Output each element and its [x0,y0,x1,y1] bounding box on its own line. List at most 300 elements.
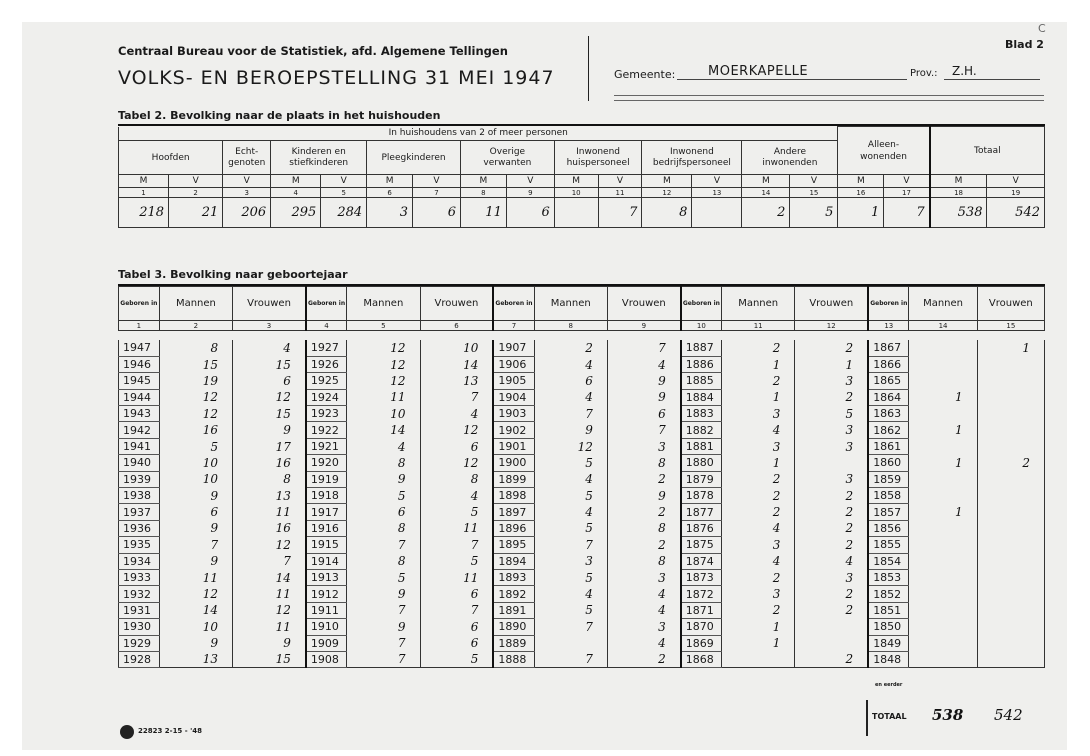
vrouwen-cell: 9 [233,635,306,651]
sex-label: M [554,175,598,188]
sex-label: V [790,175,838,188]
mannen-cell: 5 [534,602,607,618]
year-cell: 1855 [868,537,909,553]
vrouwen-cell: 1 [977,340,1044,356]
vrouwen-cell: 3 [795,471,868,487]
year-cell: 1896 [493,520,534,536]
geboren-header: Geboren in [868,287,909,321]
year-cell: 1883 [681,406,722,422]
vrouwen-cell: 2 [977,455,1044,471]
vrouwen-cell: 3 [607,438,680,454]
value-cell: 7 [598,198,642,228]
mannen-cell: 5 [347,569,420,585]
header-rule-1 [614,95,1044,96]
col-number: 4 [306,321,347,331]
year-cell: 1886 [681,356,722,372]
census-form-sheet [22,22,1067,750]
mannen-cell: 3 [722,438,795,454]
mannen-cell: 6 [159,504,232,520]
year-cell: 1860 [868,455,909,471]
mannen-cell: 9 [347,471,420,487]
vrouwen-cell: 14 [420,356,493,372]
vrouwen-cell: 3 [607,569,680,585]
vrouwen-cell: 4 [607,602,680,618]
col-number: 14 [909,321,977,331]
year-cell: 1942 [119,422,160,438]
mannen-cell [909,340,977,356]
year-cell: 1877 [681,504,722,520]
sex-label: V [884,175,930,188]
vrouwen-cell: 5 [795,406,868,422]
mannen-cell: 7 [347,635,420,651]
year-cell: 1867 [868,340,909,356]
col-number: 6 [420,321,493,331]
gemeente-label: Gemeente: [614,68,676,81]
mannen-cell [909,488,977,504]
year-cell: 1872 [681,586,722,602]
mannen-cell: 7 [347,602,420,618]
sex-label: M [460,175,506,188]
vrouwen-cell [977,389,1044,405]
geboren-header: Geboren in [493,287,534,321]
year-cell: 1880 [681,455,722,471]
vrouwen-cell: 11 [420,569,493,585]
sex-label: V [223,175,271,188]
mannen-cell: 9 [347,586,420,602]
col-number: 1 [119,188,169,198]
vrouwen-cell: 12 [420,422,493,438]
mannen-cell: 5 [534,488,607,504]
year-row [119,569,1045,585]
vrouwen-cell [977,537,1044,553]
mannen-header: Mannen [347,287,420,321]
mannen-cell [909,471,977,487]
col-bedrijfspersoneel: Inwonend bedrijfspersoneel [642,141,742,175]
vrouwen-cell: 3 [795,373,868,389]
vrouwen-cell: 4 [233,340,306,356]
vrouwen-cell: 15 [233,406,306,422]
mannen-cell: 2 [534,340,607,356]
vrouwen-cell [977,619,1044,635]
col-number: 14 [742,188,790,198]
mannen-cell: 8 [347,520,420,536]
year-cell: 1899 [493,471,534,487]
tabel3-body [118,340,1045,668]
year-row [119,651,1045,667]
year-cell: 1900 [493,455,534,471]
year-cell: 1850 [868,619,909,635]
mannen-cell: 7 [159,537,232,553]
year-cell: 1931 [119,602,160,618]
en-eerder-note: en eerder [875,682,903,688]
year-cell: 1887 [681,340,722,356]
col-overige-verwanten: Overige verwanten [460,141,554,175]
totaal-mannen: 538 [932,706,964,724]
year-row [119,602,1045,618]
year-cell: 1910 [306,619,347,635]
year-cell: 1884 [681,389,722,405]
mannen-cell [909,537,977,553]
tabel2-table [118,126,1045,228]
mannen-cell: 12 [534,438,607,454]
year-cell: 1865 [868,373,909,389]
col-number: 11 [598,188,642,198]
col-number: 8 [460,188,506,198]
year-cell: 1930 [119,619,160,635]
vrouwen-cell: 5 [420,651,493,667]
year-row [119,356,1045,372]
col-kinderen: Kinderen en stiefkinderen [271,141,367,175]
mannen-cell [909,569,977,585]
mannen-cell [909,406,977,422]
col-number: 11 [722,321,795,331]
year-row [119,455,1045,471]
year-cell: 1916 [306,520,347,536]
vrouwen-cell: 6 [420,586,493,602]
sex-label: M [838,175,884,188]
vrouwen-cell: 16 [233,520,306,536]
value-cell: 542 [987,198,1045,228]
vrouwen-cell [977,406,1044,422]
mannen-cell: 9 [534,422,607,438]
year-cell: 1917 [306,504,347,520]
mannen-cell: 4 [722,520,795,536]
mannen-cell: 6 [534,373,607,389]
mannen-cell: 2 [722,602,795,618]
mannen-cell [909,520,977,536]
year-cell: 1905 [493,373,534,389]
year-row [119,373,1045,389]
year-cell: 1868 [681,651,722,667]
sex-label: M [367,175,413,188]
year-row [119,438,1045,454]
year-cell: 1901 [493,438,534,454]
vrouwen-cell: 2 [607,471,680,487]
year-cell: 1873 [681,569,722,585]
mannen-cell: 3 [722,586,795,602]
mannen-cell: 9 [159,520,232,536]
gemeente-value: MOERKAPELLE [708,64,809,79]
year-cell: 1945 [119,373,160,389]
vrouwen-header: Vrouwen [795,287,868,321]
sex-label: V [692,175,742,188]
col-number: 8 [534,321,607,331]
year-cell: 1869 [681,635,722,651]
value-cell: 5 [790,198,838,228]
mannen-cell: 1 [722,635,795,651]
vrouwen-cell: 3 [795,438,868,454]
vrouwen-cell: 7 [420,602,493,618]
vrouwen-cell: 11 [233,619,306,635]
form-title: VOLKS- EN BEROEPSTELLING 31 MEI 1947 [118,67,555,89]
vrouwen-cell: 7 [420,537,493,553]
vrouwen-cell: 7 [420,389,493,405]
mannen-cell: 12 [347,356,420,372]
vrouwen-cell: 9 [607,389,680,405]
mannen-cell: 12 [159,406,232,422]
vrouwen-cell: 6 [233,373,306,389]
year-cell: 1921 [306,438,347,454]
col-pleegkinderen: Pleegkinderen [367,141,461,175]
year-row [119,422,1045,438]
mannen-cell [909,635,977,651]
mannen-header: Mannen [722,287,795,321]
prov-underline [944,79,1040,80]
mannen-cell: 19 [159,373,232,389]
col-number: 12 [795,321,868,331]
col-number: 17 [884,188,930,198]
mannen-cell: 9 [159,553,232,569]
col-number: 18 [930,188,987,198]
vrouwen-cell: 15 [233,651,306,667]
vrouwen-cell: 9 [607,373,680,389]
mannen-cell: 1 [722,389,795,405]
year-cell: 1904 [493,389,534,405]
value-cell: 218 [119,198,169,228]
col-number: 1 [119,321,160,331]
year-cell: 1876 [681,520,722,536]
org-name: Centraal Bureau voor de Statistiek, afd. Algemene Tellingen [118,44,508,58]
year-cell: 1912 [306,586,347,602]
year-row [119,553,1045,569]
sex-label: V [169,175,223,188]
vrouwen-cell: 2 [607,504,680,520]
vrouwen-cell [977,504,1044,520]
year-row [119,635,1045,651]
mannen-cell: 4 [347,438,420,454]
vrouwen-cell: 12 [233,537,306,553]
vrouwen-cell: 4 [607,635,680,651]
year-cell: 1854 [868,553,909,569]
print-code: 22823 2-15 - '48 [138,727,202,735]
vrouwen-cell: 15 [233,356,306,372]
mannen-cell: 7 [347,537,420,553]
mannen-cell: 1 [909,389,977,405]
year-row [119,406,1045,422]
year-cell: 1856 [868,520,909,536]
totaal-divider [866,700,868,736]
year-cell: 1853 [868,569,909,585]
vrouwen-cell: 10 [420,340,493,356]
vrouwen-cell: 2 [607,651,680,667]
vrouwen-cell: 4 [607,356,680,372]
header-rule-2 [614,100,1044,101]
col-number: 5 [321,188,367,198]
col-number: 13 [692,188,742,198]
tabel2-title: Tabel 2. Bevolking naar de plaats in het huishouden [118,109,441,122]
vrouwen-cell: 11 [420,520,493,536]
year-cell: 1890 [493,619,534,635]
col-number: 9 [607,321,680,331]
year-cell: 1943 [119,406,160,422]
mannen-cell: 3 [722,406,795,422]
totaal-vrouwen: 542 [994,706,1023,724]
vrouwen-cell: 7 [233,553,306,569]
value-cell: 11 [460,198,506,228]
col-number: 7 [413,188,461,198]
sex-label: M [271,175,321,188]
vrouwen-cell [977,651,1044,667]
sex-label: V [413,175,461,188]
year-cell: 1934 [119,553,160,569]
vrouwen-cell: 2 [795,340,868,356]
year-cell: 1888 [493,651,534,667]
sex-label: V [506,175,554,188]
blad-number: Blad 2 [1005,38,1044,51]
year-cell: 1871 [681,602,722,618]
col-number: 16 [838,188,884,198]
mannen-cell: 11 [159,569,232,585]
year-cell: 1864 [868,389,909,405]
value-cell: 2 [742,198,790,228]
col-number: 10 [681,321,722,331]
year-cell: 1939 [119,471,160,487]
col-number: 3 [223,188,271,198]
mannen-cell: 5 [534,569,607,585]
gemeente-underline [677,79,907,80]
vrouwen-cell: 6 [607,406,680,422]
year-cell: 1913 [306,569,347,585]
mannen-cell: 8 [347,455,420,471]
vrouwen-header: Vrouwen [977,287,1044,321]
mannen-cell: 5 [534,520,607,536]
mannen-cell: 4 [722,553,795,569]
sex-label: M [642,175,692,188]
col-number: 19 [987,188,1045,198]
value-cell: 8 [642,198,692,228]
year-cell: 1938 [119,488,160,504]
vrouwen-cell: 7 [607,422,680,438]
year-cell: 1928 [119,651,160,667]
vrouwen-cell [977,553,1044,569]
mannen-header: Mannen [909,287,977,321]
year-cell: 1857 [868,504,909,520]
year-cell: 1907 [493,340,534,356]
mannen-cell: 12 [159,586,232,602]
colnum-row [119,188,1045,198]
vrouwen-cell: 2 [795,651,868,667]
mannen-cell: 2 [722,504,795,520]
mannen-cell: 15 [159,356,232,372]
mannen-cell: 9 [159,635,232,651]
year-cell: 1929 [119,635,160,651]
mannen-cell: 12 [347,373,420,389]
col-number: 4 [271,188,321,198]
year-cell: 1875 [681,537,722,553]
vrouwen-cell: 17 [233,438,306,454]
vrouwen-cell: 2 [795,488,868,504]
year-cell: 1947 [119,340,160,356]
sex-label: V [598,175,642,188]
vrouwen-cell: 16 [233,455,306,471]
mannen-cell [909,553,977,569]
col-huispersoneel: Inwonend huispersoneel [554,141,642,175]
mannen-cell: 4 [534,504,607,520]
col-number: 2 [169,188,223,198]
mannen-cell [909,586,977,602]
value-cell: 6 [413,198,461,228]
year-cell: 1882 [681,422,722,438]
vrouwen-cell [977,488,1044,504]
vrouwen-cell: 11 [233,504,306,520]
mannen-cell [909,373,977,389]
year-row [119,537,1045,553]
year-cell: 1863 [868,406,909,422]
year-cell: 1870 [681,619,722,635]
prov-value: Z.H. [952,64,977,78]
mannen-cell: 10 [159,619,232,635]
value-cell: 284 [321,198,367,228]
vrouwen-cell [795,635,868,651]
vrouwen-cell: 14 [233,569,306,585]
mannen-cell: 1 [722,455,795,471]
mannen-cell: 5 [159,438,232,454]
vrouwen-cell: 11 [233,586,306,602]
vrouwen-cell: 1 [795,356,868,372]
vrouwen-cell: 4 [607,586,680,602]
mannen-cell: 2 [722,373,795,389]
year-cell: 1914 [306,553,347,569]
year-cell: 1859 [868,471,909,487]
year-cell: 1941 [119,438,160,454]
value-cell [692,198,742,228]
sex-label: V [321,175,367,188]
year-cell: 1848 [868,651,909,667]
mannen-cell: 7 [534,651,607,667]
vrouwen-cell: 8 [420,471,493,487]
mannen-cell: 9 [347,619,420,635]
value-cell: 3 [367,198,413,228]
year-cell: 1889 [493,635,534,651]
vrouwen-cell [977,471,1044,487]
mannen-cell: 1 [909,422,977,438]
vrouwen-cell: 8 [607,553,680,569]
col-hoofden: Hoofden [119,141,223,175]
vrouwen-cell: 5 [420,504,493,520]
year-cell: 1923 [306,406,347,422]
year-cell: 1885 [681,373,722,389]
value-cell: 6 [506,198,554,228]
mannen-cell [909,438,977,454]
mannen-cell: 1 [722,619,795,635]
col-number: 13 [868,321,909,331]
year-cell: 1937 [119,504,160,520]
year-cell: 1849 [868,635,909,651]
vrouwen-cell: 2 [795,389,868,405]
year-cell: 1897 [493,504,534,520]
mannen-header: Mannen [159,287,232,321]
values-row [119,198,1045,228]
mannen-cell: 9 [159,488,232,504]
mannen-cell: 1 [909,455,977,471]
year-cell: 1935 [119,537,160,553]
mannen-cell: 14 [347,422,420,438]
year-cell: 1894 [493,553,534,569]
year-cell: 1895 [493,537,534,553]
mannen-cell: 7 [534,619,607,635]
mannen-header: Mannen [534,287,607,321]
year-cell: 1874 [681,553,722,569]
mannen-cell: 5 [347,488,420,504]
year-cell: 1915 [306,537,347,553]
year-cell: 1940 [119,455,160,471]
vrouwen-cell [977,586,1044,602]
mannen-cell: 2 [722,471,795,487]
mannen-cell: 4 [534,389,607,405]
vrouwen-cell: 8 [233,471,306,487]
col-echtgenoten: Echt- genoten [223,141,271,175]
col-number: 9 [506,188,554,198]
